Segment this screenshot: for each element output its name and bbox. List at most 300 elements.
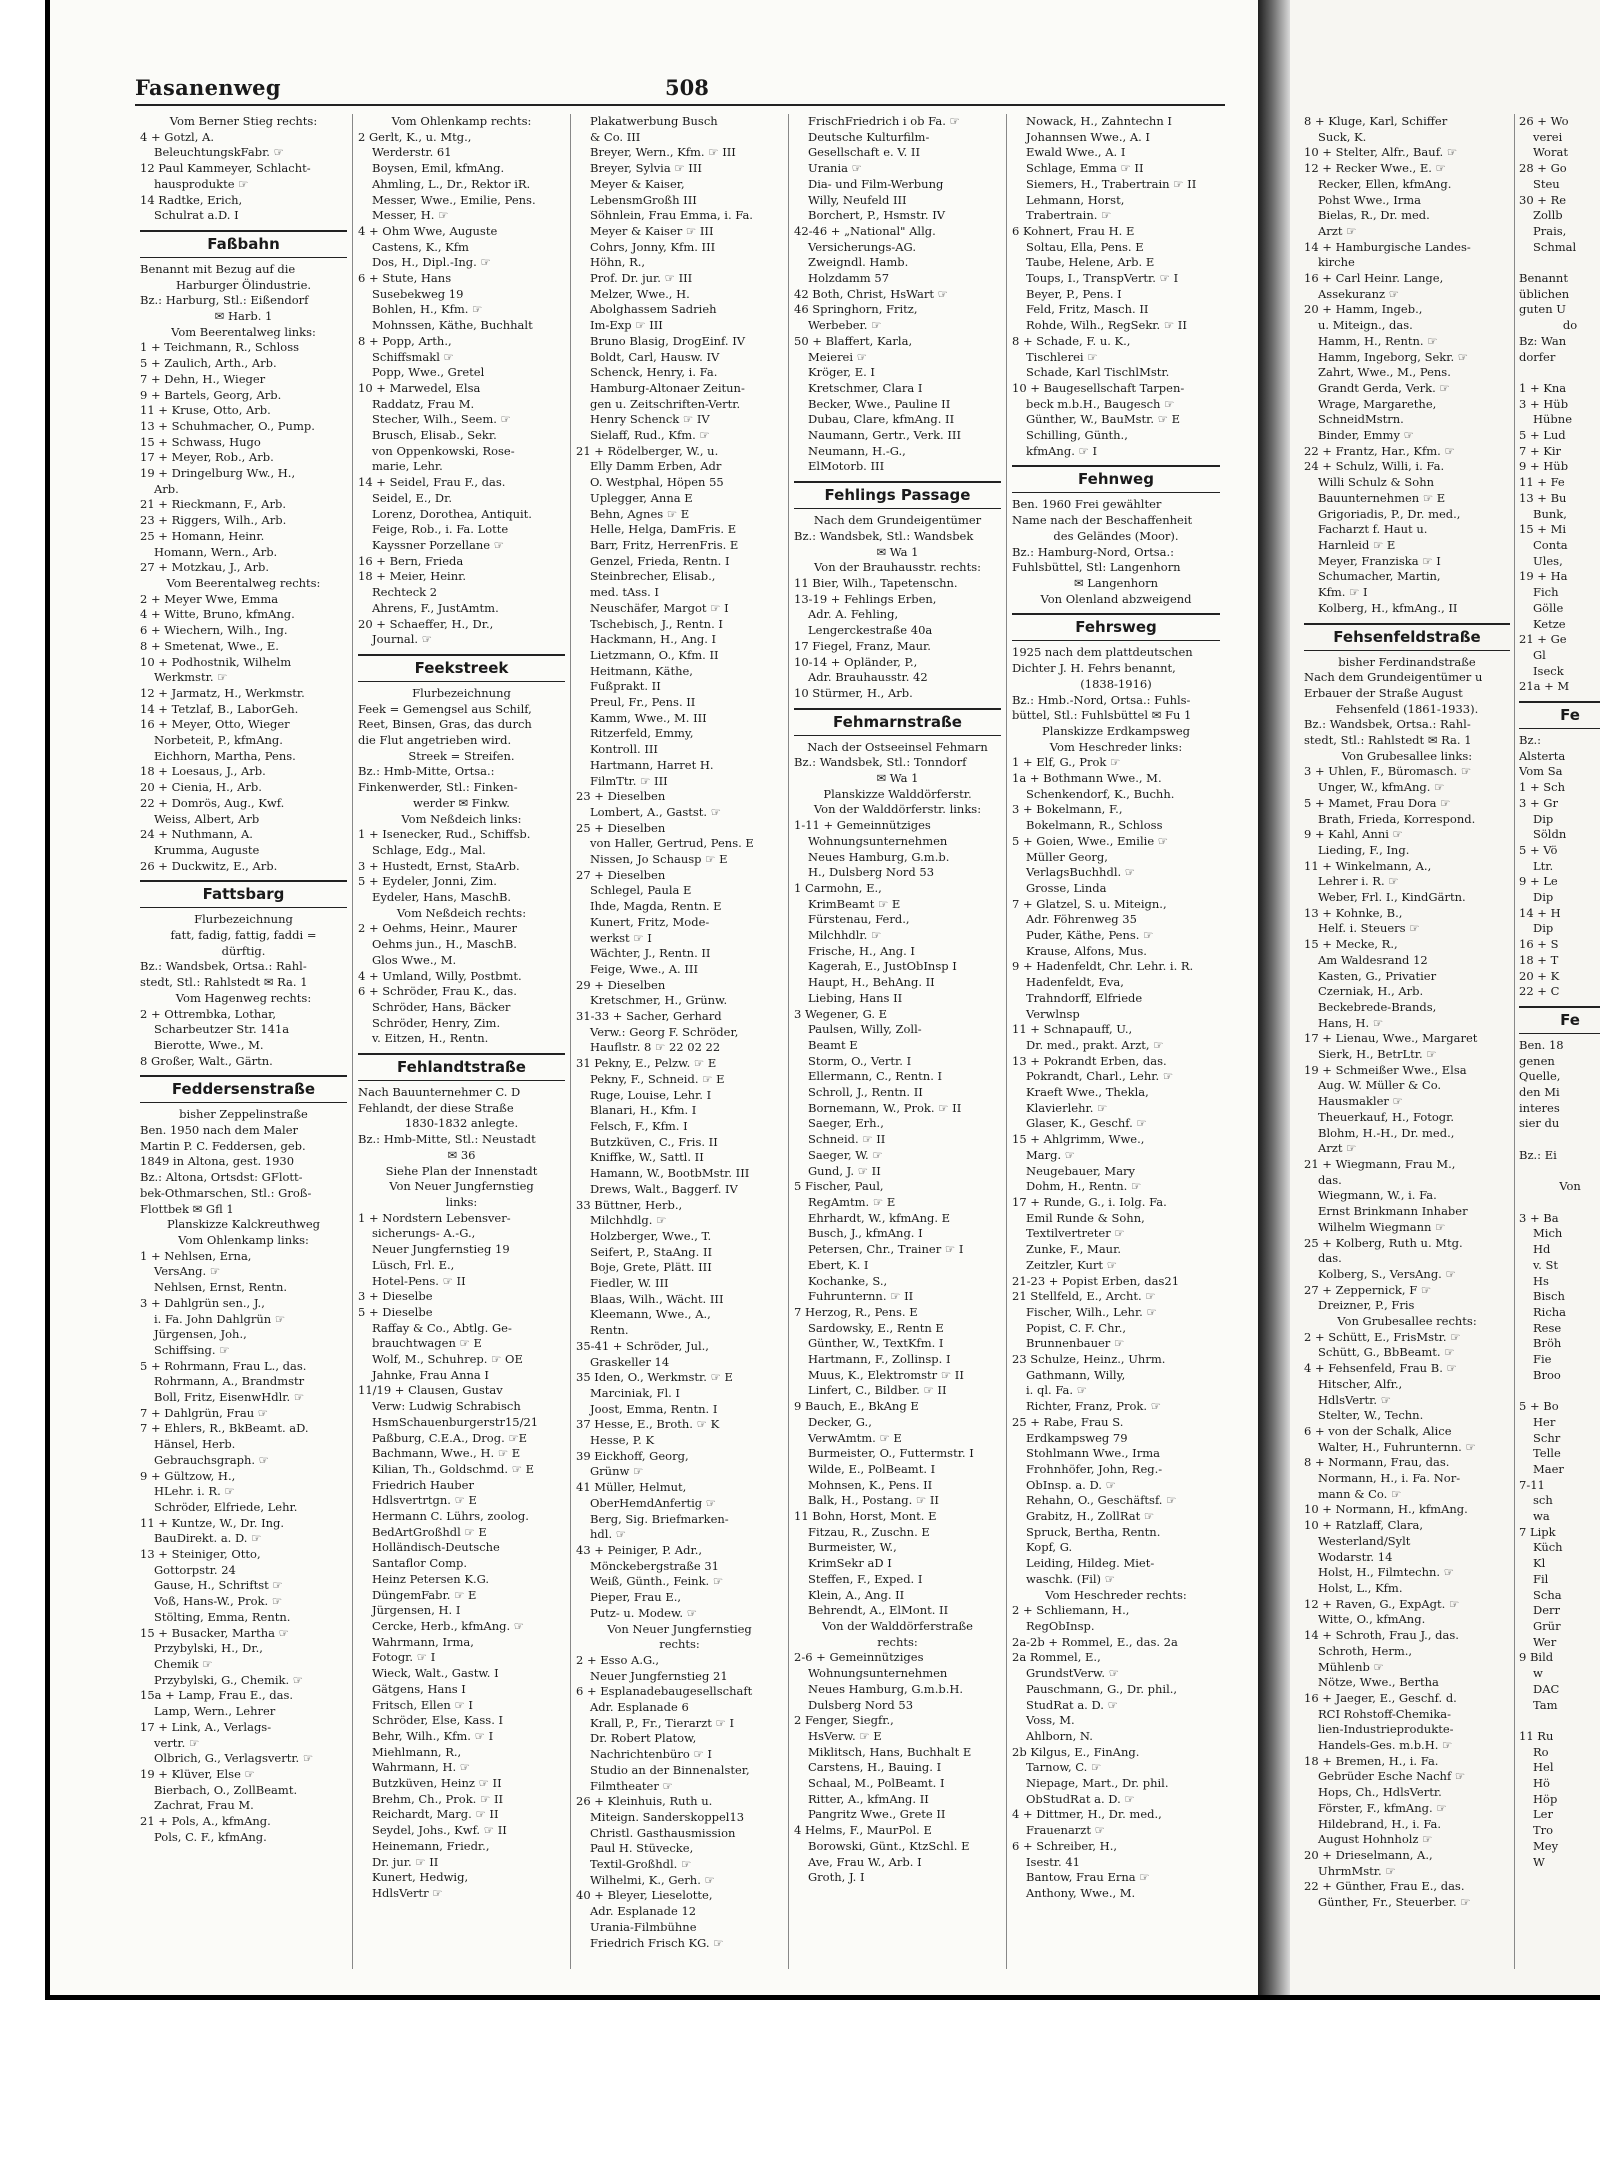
entry-line: Grosse, Linda — [1026, 880, 1107, 895]
entry-line: Schr — [1533, 1430, 1561, 1445]
entry-line: 20 + Drieselmann, A., — [1304, 1847, 1433, 1862]
street-heading: Faßbahn — [140, 230, 347, 258]
entry-line: Gesellschaft e. V. II — [808, 145, 921, 160]
entry-line: Paul H. Stüvecke, — [590, 1841, 694, 1856]
entry-line: 26 + Duckwitz, E., Arb. — [140, 858, 278, 873]
entry-line: i. Fa. John Dahlgrün ☞ — [154, 1311, 286, 1326]
entry-line: Richa — [1533, 1304, 1567, 1319]
entry-line: Kilian, Th., Goldschmd. ☞ E — [372, 1461, 535, 1476]
entry-line: UhrmMstr. ☞ — [1318, 1863, 1396, 1878]
entry-line: Richter, Franz, Prok. ☞ — [1026, 1399, 1162, 1414]
entry-line: Werbeber. ☞ — [808, 318, 882, 333]
street-heading: Fe — [1519, 1006, 1600, 1034]
entry-line: Wilhelmi, K., Gerh. ☞ — [590, 1872, 715, 1887]
entry-line: Wilhelm Wiegmann ☞ — [1318, 1219, 1446, 1234]
entry-line: 3 + Bokelmann, F., — [1012, 802, 1123, 817]
entry-line: Dulsberg Nord 53 — [808, 1697, 914, 1712]
entry-line: 35 Iden, O., Werkmstr. ☞ E — [576, 1370, 733, 1385]
entry-line: KrimBeamt ☞ E — [808, 896, 901, 911]
entry-line: Messer, H. ☞ — [372, 208, 449, 223]
entry-line: Fie — [1533, 1352, 1552, 1367]
entry-line: Nowack, H., Zahntechn I — [1026, 114, 1172, 128]
street-heading: Fe — [1519, 701, 1600, 729]
entry-line: Paulsen, Willy, Zoll- — [808, 1022, 922, 1037]
entry-line: 21 + Rieckmann, F., Arb. — [140, 497, 286, 512]
entry-line: Ahmling, L., Dr., Rektor iR. — [372, 176, 531, 191]
entry-line: Chemik ☞ — [154, 1656, 213, 1671]
entry-line: Vom Ohlenkamp rechts: — [391, 114, 532, 128]
entry-line: Planskizze Kalckreuthweg — [166, 1217, 321, 1232]
entry-line: 18 + Bremen, H., i. Fa. — [1304, 1753, 1439, 1768]
entry-line: 25 + Kolberg, Ruth u. Mtg. — [1304, 1235, 1463, 1250]
entry-line: 27 + Motzkau, J., Arb. — [140, 560, 270, 575]
entry-line: Christl. Gasthausmission — [590, 1825, 736, 1840]
entry-line: büttel, Stl.: Fuhlsbüttel ✉ Fu 1 — [1012, 708, 1192, 723]
entry-line: Rechteck 2 — [372, 585, 438, 600]
entry-line: Hotel-Pens. ☞ II — [372, 1273, 466, 1288]
entry-line: Abolghassem Sadrieh — [590, 302, 717, 317]
entry-line: Pols, C. F., kfmAng. — [154, 1829, 267, 1844]
entry-line: Zollb — [1533, 208, 1563, 223]
entry-line: Flottbek ✉ Gfl 1 — [140, 1201, 234, 1216]
entry-line: 6 + Schreiber, H., — [1012, 1838, 1118, 1853]
entry-line: gen u. Zeitschriften-Vertr. — [590, 396, 741, 411]
page-number: 508 — [665, 75, 709, 100]
entry-line: 3 + Hüb — [1519, 396, 1569, 411]
entry-line: Reichardt, Marg. ☞ II — [372, 1807, 499, 1822]
entry-line: Blohm, H.-H., Dr. med., — [1318, 1125, 1455, 1140]
entry-line: 5 Fischer, Paul, — [794, 1179, 884, 1194]
entry-line: Milchhdlr. ☞ — [808, 928, 882, 943]
entry-line: Steu — [1533, 176, 1560, 191]
entry-line: Von Grubesallee links: — [1341, 748, 1473, 763]
entry-line: Fehlandt, der diese Straße — [358, 1100, 514, 1115]
entry-line: 11 Ru — [1519, 1728, 1554, 1743]
entry-line: 21a + M — [1519, 679, 1570, 694]
entry-line: 7 + Kir — [1519, 443, 1562, 458]
entry-line: Trabertrain. ☞ — [1026, 208, 1112, 223]
entry-line: 2 + Oehms, Heinr., Maurer — [358, 921, 517, 936]
entry-line: 26 + Wo — [1519, 114, 1569, 128]
entry-line: 11 + Kruse, Otto, Arb. — [140, 403, 271, 418]
entry-line: W — [1533, 1854, 1545, 1869]
entry-line: Pokrandt, Charl., Lehr. ☞ — [1026, 1069, 1174, 1084]
entry-line: Schenkendorf, K., Buchh. — [1026, 786, 1175, 801]
entry-line: Boll, Fritz, EisenwHdlr. ☞ — [154, 1390, 305, 1405]
entry-line: Hd — [1533, 1242, 1551, 1257]
entry-line: Bielas, R., Dr. med. — [1318, 208, 1430, 223]
entry-line: 14 Radtke, Erich, — [140, 192, 243, 207]
entry-line: Neugebauer, Mary — [1026, 1163, 1136, 1178]
entry-line: Kröger, E. I — [808, 365, 875, 380]
entry-line: Prof. Dr. jur. ☞ III — [590, 271, 693, 286]
entry-line: Hildebrand, H., i. Fa. — [1318, 1816, 1442, 1831]
entry-line: Pauschmann, G., Dr. phil., — [1026, 1681, 1178, 1696]
entry-line — [1519, 255, 1600, 271]
entry-line: Bz.: Wandsbek, Stl.: Tonndorf — [794, 755, 967, 770]
entry-line: das. — [1318, 1172, 1342, 1187]
entry-line: 21 + Rödelberger, W., u. — [576, 443, 719, 458]
entry-line: Grabitz, H., ZollRat ☞ — [1026, 1509, 1155, 1524]
entry-line: 1 + Isenecker, Rud., Schiffsb. — [358, 827, 531, 842]
entry-line: Ritter, A., kfmAng. II — [808, 1791, 929, 1806]
entry-line: Butzküven, C., Fris. II — [590, 1134, 718, 1149]
entry-line: Oehms jun., H., MaschB. — [372, 937, 517, 952]
entry-line: Dichter J. H. Fehrs benannt, — [1012, 661, 1176, 676]
entry-line: Facharzt f. Haut u. — [1318, 522, 1428, 537]
entry-line: Ketze — [1533, 616, 1566, 631]
entry-line: Linfert, C., Bildber. ☞ II — [808, 1383, 947, 1398]
entry-line: Henry Schenck ☞ IV — [590, 412, 710, 427]
entry-line: 15 + Schwass, Hugo — [140, 434, 261, 449]
entry-line: Grünw ☞ — [590, 1464, 644, 1479]
entry-line: 8 + Kluge, Karl, Schiffer — [1304, 114, 1448, 128]
entry-line: Tischlerei ☞ — [1026, 349, 1098, 364]
entry-line: Günther, Fr., Steuerber. ☞ — [1318, 1895, 1471, 1910]
entry-line: Wilde, E., PolBeamt. I — [808, 1461, 936, 1476]
entry-line: das. — [1318, 1251, 1342, 1266]
entry-line: Kretschmer, H., Grünw. — [590, 993, 728, 1008]
entry-line: Behr, Wilh., Kfm. ☞ I — [372, 1728, 494, 1743]
entry-line: Hauflstr. 8 ☞ 22 02 22 — [590, 1040, 721, 1055]
entry-line: Dubau, Clare, kfmAng. II — [808, 412, 955, 427]
entry-line: Benannt mit Bezug auf die — [140, 261, 296, 276]
entry-line: 16 + Meyer, Otto, Wieger — [140, 717, 290, 732]
entry-line: Puder, Käthe, Pens. ☞ — [1026, 928, 1154, 943]
entry-line: Holzberger, Wwe., T. — [590, 1228, 712, 1243]
entry-line: Voss, M. — [1026, 1713, 1075, 1728]
entry-line: Seifert, P., StaAng. II — [590, 1244, 713, 1259]
entry-line: 1925 nach dem plattdeutschen — [1012, 645, 1193, 660]
entry-line: Arzt ☞ — [1318, 1141, 1357, 1156]
entry-line: Lüsch, Frl. E., — [372, 1257, 455, 1272]
entry-line: Vom Neßdeich links: — [401, 811, 522, 826]
entry-line: 21 Stellfeld, E., Archt. ☞ — [1012, 1289, 1156, 1304]
entry-line: Mohnssen, Käthe, Buchhalt — [372, 318, 533, 333]
entry-line: Gölle — [1533, 600, 1564, 615]
entry-line: Sielaff, Rud., Kfm. ☞ — [590, 428, 710, 443]
entry-line: 4 + Gotzl, A. — [140, 129, 215, 144]
entry-line: Schmal — [1533, 239, 1577, 254]
entry-line: Trahndorff, Elfriede — [1026, 990, 1143, 1005]
entry-line: Neuer Jungfernstieg 19 — [372, 1242, 510, 1257]
entry-line: (1838-1916) — [1080, 676, 1152, 691]
entry-line: KrimSekr aD I — [808, 1556, 892, 1571]
book-gutter — [1258, 0, 1290, 1995]
entry-line: Krumma, Auguste — [154, 842, 260, 857]
entry-line: 13-19 + Fehlings Erben, — [794, 591, 937, 606]
entry-line: Decker, G., — [808, 1414, 872, 1429]
entry-line: Journal. ☞ — [372, 632, 432, 647]
entry-line: Bierotte, Wwe., M. — [154, 1037, 264, 1052]
entry-line: Nach Bauunternehmer C. D — [358, 1085, 521, 1100]
entry-line: 9 + Kahl, Anni ☞ — [1304, 827, 1403, 842]
entry-line: Ler — [1533, 1807, 1553, 1822]
entry-line: Ewald Wwe., A. I — [1026, 145, 1126, 160]
entry-line: Mühlenb ☞ — [1318, 1659, 1384, 1674]
entry-line: Saeger, W. ☞ — [808, 1147, 883, 1162]
entry-line: 10 + Baugesellschaft Tarpen- — [1012, 380, 1185, 395]
entry-line: 8 + Schade, F. u. K., — [1012, 333, 1131, 348]
entry-line: Soltau, Ella, Pens. E — [1026, 239, 1144, 254]
entry-line: 4 + Fehsenfeld, Frau B. ☞ — [1304, 1361, 1457, 1376]
entry-line: Studio an der Binnenalster, — [590, 1762, 750, 1777]
entry-line: Toups, I., TranspVertr. ☞ I — [1026, 271, 1179, 286]
entry-line: Recker, Ellen, kfmAng. — [1318, 176, 1452, 191]
entry-line: Przybylski, G., Chemik. ☞ — [154, 1672, 304, 1687]
entry-line: Wer — [1533, 1634, 1557, 1649]
entry-line: RegObInsp. — [1026, 1618, 1095, 1633]
entry-line: Friedrich Frisch KG. ☞ — [590, 1935, 724, 1950]
entry-line: Meyer & Kaiser, — [590, 176, 685, 191]
entry-line: Bz.: Hmb-Mitte, Ortsa.: — [358, 764, 495, 779]
entry-line: Harburger Ölindustrie. — [175, 277, 312, 292]
entry-line: Müller Georg, — [1026, 849, 1108, 864]
entry-line: Siehe Plan der Innenstadt — [385, 1163, 538, 1178]
entry-line: Mönckebergstraße 31 — [590, 1558, 719, 1573]
entry-line: Nissen, Jo Schausp ☞ E — [590, 852, 728, 867]
entry-line: Emil Runde & Sohn, — [1026, 1210, 1145, 1225]
entry-line: Von Grubesallee rechts: — [1337, 1314, 1477, 1329]
street-heading: Fehrsweg — [1012, 613, 1220, 641]
entry-line: Norbeteit, P., kfmAng. — [154, 733, 283, 748]
entry-line: Hans, H. ☞ — [1318, 1015, 1384, 1030]
entry-line: 31-33 + Sacher, Gerhard — [576, 1009, 722, 1024]
entry-line: 11/19 + Clausen, Gustav — [358, 1383, 503, 1398]
entry-line: 2a Rommel, E., — [1012, 1650, 1101, 1665]
entry-line: Deutsche Kulturfilm- — [808, 129, 930, 144]
entry-line: Bohlen, H., Kfm. ☞ — [372, 302, 483, 317]
street-heading: Fehnweg — [1012, 465, 1220, 493]
entry-line: Fich — [1533, 585, 1559, 600]
entry-line: Tro — [1533, 1823, 1554, 1838]
entry-line: Plakatwerbung Busch — [590, 114, 718, 128]
entry-line: Erbauer der Straße August — [1304, 685, 1463, 700]
entry-line: Gund, J. ☞ II — [808, 1163, 881, 1178]
entry-line: Fil — [1533, 1571, 1549, 1586]
entry-line: 2 + Schütt, E., FrisMstr. ☞ — [1304, 1329, 1461, 1344]
entry-line: Muus, K., Elektromstr ☞ II — [808, 1367, 964, 1382]
entry-line: 22 + Frantz, Har., Kfm. ☞ — [1304, 443, 1455, 458]
entry-line: vertr. ☞ — [154, 1735, 200, 1750]
entry-line: bek-Othmarschen, Stl.: Groß- — [140, 1185, 312, 1200]
entry-line: 9 + Bartels, Georg, Arb. — [140, 387, 282, 402]
entry-line: Eichhorn, Martha, Pens. — [154, 748, 296, 763]
entry-line: Hausmakler ☞ — [1318, 1094, 1403, 1109]
entry-line: Seidel, E., Dr. — [372, 490, 452, 505]
entry-line: 1 + Nehlsen, Erna, — [140, 1248, 252, 1263]
entry-line: 24 + Nuthmann, A. — [140, 827, 253, 842]
entry-line: Berg, Sig. Briefmarken- — [590, 1511, 729, 1526]
entry-line: HsVerw. ☞ E — [808, 1728, 882, 1743]
entry-line: Ave, Frau W., Arb. I — [808, 1854, 922, 1869]
entry-line: Stölting, Emma, Rentn. — [154, 1609, 291, 1624]
entry-line: 13 + Pokrandt Erben, das. — [1012, 1053, 1167, 1068]
entry-line: Ules, — [1533, 553, 1563, 568]
entry-line: 4 + Ohm Wwe, Auguste — [358, 223, 498, 238]
entry-line: 22 + Domrös, Aug., Kwf. — [140, 795, 285, 810]
entry-line: 5 + Mamet, Frau Dora ☞ — [1304, 795, 1451, 810]
entry-line: Unger, W., kfmAng. ☞ — [1318, 780, 1445, 795]
entry-line: 22 + Günther, Frau E., das. — [1304, 1879, 1465, 1894]
entry-line: Hamm, Ingeborg, Sekr. ☞ — [1318, 349, 1469, 364]
entry-line: Krause, Alfons, Mus. — [1026, 943, 1147, 958]
entry-line: 11 Bier, Wilh., Tapetenschn. — [794, 575, 958, 590]
entry-line: Kunert, Hedwig, — [372, 1870, 469, 1885]
entry-line: RegAmtm. ☞ E — [808, 1195, 896, 1209]
entry-line: Krall, P., Fr., Tierarzt ☞ I — [590, 1715, 735, 1730]
entry-line: Siemers, H., Trabertrain ☞ II — [1026, 176, 1197, 191]
entry-line: 9 + Hüb — [1519, 459, 1569, 474]
entry-line: Pangritz Wwe., Grete II — [808, 1807, 946, 1822]
entry-line: Popist, C. F. Chr., — [1026, 1320, 1127, 1335]
entry-line: Nach dem Grundeigentümer u — [1304, 670, 1483, 685]
entry-line: Neues Hamburg, G.m.b.H. — [808, 1681, 964, 1696]
entry-line: Haupt, H., BehAng. II — [808, 975, 935, 990]
entry-line: Hamann, W., BootbMstr. III — [590, 1166, 750, 1181]
entry-line: Bz.: Hmb.-Nord, Ortsa.: Fuhls- — [1012, 692, 1191, 707]
entry-line: Küch — [1533, 1540, 1563, 1555]
entry-line: Bz.: Wandsbek, Stl.: Wandsbek — [794, 528, 974, 543]
right-column-1 — [1300, 114, 1515, 1969]
entry-line: Gathmann, Willy, — [1026, 1367, 1126, 1382]
entry-line: interes — [1519, 1100, 1560, 1115]
entry-line: Erdkampsweg 79 — [1026, 1430, 1128, 1445]
entry-line: Grigoriadis, P., Dr. med., — [1318, 506, 1461, 521]
entry-line: Hackmann, H., Ang. I — [590, 632, 717, 647]
entry-line: Von Neuer Jungfernstieg — [389, 1179, 534, 1194]
entry-line: Gebrauchsgraph. ☞ — [154, 1452, 269, 1467]
entry-line: 5 + Dieselbe — [358, 1304, 433, 1319]
entry-line: Hs — [1533, 1273, 1549, 1288]
entry-line: Anthony, Wwe., M. — [1026, 1885, 1136, 1900]
entry-line: 39 Eickhoff, Georg, — [576, 1448, 689, 1463]
entry-line: 23 + Riggers, Wilh., Arb. — [140, 513, 287, 528]
entry-line: 7 + Ehlers, R., BkBeamt. aD. — [140, 1421, 309, 1436]
entry-line: Bz: Wan — [1519, 333, 1567, 348]
entry-line: Adr. Föhrenweg 35 — [1026, 912, 1137, 927]
entry-line: DüngemFabr. ☞ E — [372, 1587, 477, 1602]
entry-line: Arzt ☞ — [1318, 223, 1357, 238]
entry-line: Wodarstr. 14 — [1318, 1549, 1393, 1564]
entry-line: 1 Carmohn, E., — [794, 880, 882, 895]
entry-line: Wohnungsunternehmen — [808, 833, 948, 848]
entry-line: Dr. Robert Platow, — [590, 1731, 697, 1746]
entry-line: Miklitsch, Hans, Buchhalt E — [808, 1744, 972, 1759]
entry-line: 6 + Schröder, Frau K., das. — [358, 984, 517, 999]
entry-line: 8 Großer, Walt., Gärtn. — [140, 1053, 273, 1068]
entry-line: Bz.: Hmb-Mitte, Stl.: Neustadt — [358, 1132, 536, 1147]
entry-line: Fußprakt. II — [590, 679, 661, 694]
entry-line: Willi Schulz & Sohn — [1318, 475, 1435, 490]
entry-line: ObInsp. a. D. ☞ — [1026, 1477, 1116, 1492]
entry-line: Vom Heschreder rechts: — [1045, 1587, 1187, 1602]
entry-line: 8 + Smetenat, Wwe., E. — [140, 638, 279, 653]
entry-line: 26 + Kleinhuis, Ruth u. — [576, 1794, 713, 1809]
entry-line: Name nach der Beschaffenheit — [1012, 513, 1193, 528]
entry-line: Bz.: Hamburg-Nord, Ortsa.: — [1012, 544, 1174, 559]
entry-line: 43 + Peiniger, P. Adr., — [576, 1542, 703, 1557]
entry-line: Pohst Wwe., Irma — [1318, 192, 1422, 207]
entry-line: Rohde, Wilh., RegSekr. ☞ II — [1026, 318, 1187, 333]
entry-line: Stelter, W., Techn. — [1318, 1408, 1424, 1423]
entry-line: Von der Walddörferstraße — [822, 1618, 973, 1633]
entry-line: Wächter, J., Rentn. II — [590, 946, 711, 961]
entry-line: Ernst Brinkmann Inhaber — [1318, 1204, 1468, 1219]
entry-line: 1 + Sch — [1519, 780, 1565, 795]
entry-line: Gl — [1533, 647, 1546, 662]
entry-line: FilmTtr. ☞ III — [590, 773, 668, 788]
entry-line: Reet, Binsen, Gras, das durch — [358, 717, 532, 732]
column-2 — [353, 114, 571, 1969]
entry-line: Helle, Helga, DamFris. E — [590, 522, 737, 537]
entry-line: Prais, — [1533, 223, 1567, 238]
entry-line: Dia- und Film-Werbung — [808, 176, 944, 191]
entry-line: 12 Paul Kammeyer, Schlacht- — [140, 161, 311, 176]
entry-line: Cercke, Herb., kfmAng. ☞ — [372, 1618, 525, 1633]
entry-line: 42-46 + „National" Allg. — [794, 223, 936, 238]
entry-line: SchneidMstrn. — [1318, 412, 1404, 427]
entry-line: HdlsVertr ☞ — [372, 1885, 443, 1900]
entry-line: w — [1533, 1666, 1543, 1681]
entry-line: 6 + Stute, Hans — [358, 271, 452, 286]
entry-line: Weiß, Günth., Feink. ☞ — [590, 1574, 724, 1589]
entry-line: Adr. A. Fehling, — [808, 607, 899, 622]
entry-line: 6 + von der Schalk, Alice — [1304, 1423, 1452, 1438]
entry-line: Her — [1533, 1414, 1556, 1429]
entry-line: Bisch — [1533, 1289, 1565, 1304]
entry-line: Ihde, Magda, Rentn. E — [590, 899, 722, 914]
entry-line: sier du — [1519, 1116, 1560, 1131]
entry-line: Schneid. ☞ II — [808, 1132, 886, 1147]
entry-line: Nötze, Wwe., Bertha — [1318, 1675, 1439, 1690]
entry-line: Schlage, Edg., Mal. — [372, 842, 486, 857]
entry-line: 21 + Wiegmann, Frau M., — [1304, 1157, 1456, 1171]
entry-line: 27 + Zeppernick, F ☞ — [1304, 1282, 1432, 1297]
entry-line: 2a-2b + Rommel, E., das. 2a — [1012, 1634, 1178, 1649]
entry-line: Fischer, Wilh., Lehr. ☞ — [1026, 1304, 1157, 1319]
entry-line: lien-Industrieprodukte- — [1318, 1722, 1454, 1737]
entry-line: Rehahn, O., Geschäftsf. ☞ — [1026, 1493, 1177, 1508]
entry-line: 11 + Kuntze, W., Dr. Ing. — [140, 1515, 285, 1530]
entry-line: Castens, K., Kfm — [372, 239, 469, 254]
entry-line: 8 + Normann, Frau, das. — [1304, 1455, 1450, 1470]
entry-line: Versicherungs-AG. — [808, 239, 916, 254]
entry-line: Martin P. C. Feddersen, geb. — [140, 1138, 306, 1153]
entry-line: Ahrens, F., JustAmtm. — [372, 600, 499, 615]
entry-line: Bauunternehmen ☞ E — [1318, 490, 1446, 505]
entry-line: 5 + Goien, Wwe., Emilie ☞ — [1012, 833, 1169, 848]
entry-line: Gebrüder Esche Nachf ☞ — [1318, 1769, 1466, 1784]
entry-line: Schroth, Herm., — [1318, 1643, 1413, 1658]
entry-line: beck m.b.H., Baugesch ☞ — [1026, 396, 1175, 411]
entry-line: Kolberg, H., kfmAng., II — [1318, 600, 1458, 615]
entry-line: hausprodukte ☞ — [154, 176, 249, 191]
entry-line: Nehlsen, Ernst, Rentn. — [154, 1280, 288, 1295]
entry-line: Rese — [1533, 1320, 1562, 1335]
entry-line: Boldt, Carl, Hausw. IV — [590, 349, 720, 364]
entry-line: stedt, Stl.: Rahlstedt ✉ Ra. 1 — [140, 975, 308, 990]
entry-line: Kopf, G. — [1026, 1540, 1073, 1555]
entry-line: 37 Hesse, E., Broth. ☞ K — [576, 1417, 720, 1432]
entry-line: Bröh — [1533, 1336, 1562, 1351]
entry-line: Klavierlehr. ☞ — [1026, 1100, 1108, 1115]
entry-line: Frische, H., Ang. I — [808, 943, 915, 958]
entry-line: 9 + Gültzow, H., — [140, 1468, 236, 1483]
entry-line: Söhnlein, Frau Emma, i. Fa. — [590, 208, 753, 223]
entry-line: Hdlsvertrtgn. ☞ E — [372, 1493, 477, 1508]
entry-line: Urania-Filmbühne — [590, 1919, 697, 1934]
